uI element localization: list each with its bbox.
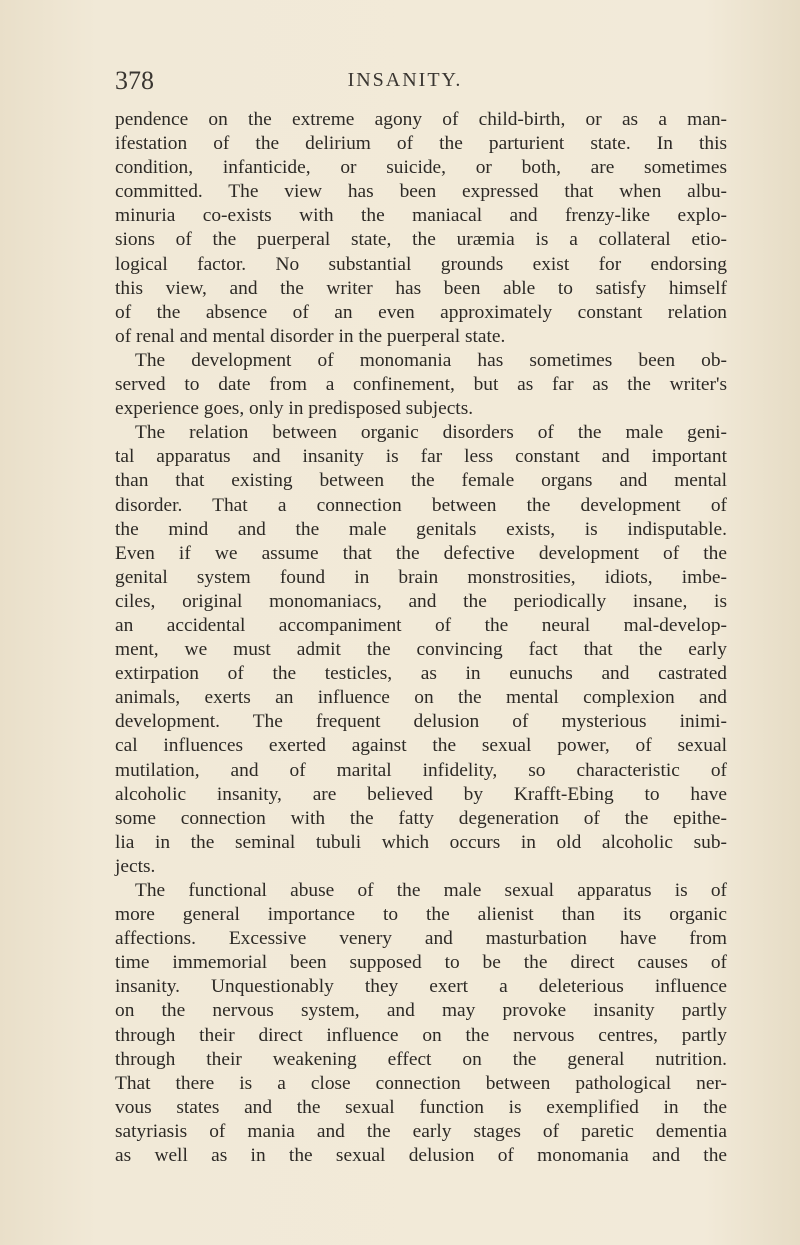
text-line: extirpation of the testicles, as in eunuchs and castrated [115, 663, 727, 685]
text-line: some connection with the fatty degeneration of the epithe- [115, 807, 727, 829]
text-line: of renal and mental disorder in the puerperal state. [115, 325, 506, 347]
text-line: more general importance to the alienist than its organic [115, 904, 727, 926]
text-line: the mind and the male genitals exists, is indisputable. [115, 518, 727, 540]
text-line: alcoholic insanity, are believed by Krafft-Ebing to have [115, 783, 727, 805]
text-line: pendence on the extreme agony of child-birth, or as a man- [115, 109, 727, 130]
text-line: condition, infanticide, or suicide, or both, are sometimes [115, 157, 727, 179]
text-line: committed. The view has been expressed that when albu- [115, 181, 727, 203]
text-line: on the nervous system, and may provoke insanity partly [115, 1000, 727, 1022]
text-line: The relation between organic disorders of the male geni- [135, 422, 727, 444]
body-text [115, 108, 727, 1168]
text-line: logical factor. No substantial grounds exist for endorsing [115, 253, 727, 275]
text-line: as well as in the sexual delusion of monomania and the [115, 1145, 727, 1167]
text-line: ciles, original monomaniacs, and the periodically insane, is [115, 590, 727, 612]
text-line: The development of monomania has sometimes been ob- [135, 349, 727, 371]
text-line: genital system found in brain monstrosities, idiots, imbe- [115, 566, 727, 588]
text-line: animals, exerts an influence on the mental complexion and [115, 687, 727, 709]
text-line: through their weakening effect on the general nutrition. [115, 1048, 727, 1070]
text-line: tal apparatus and insanity is far less constant and important [115, 446, 727, 468]
text-line: ment, we must admit the convincing fact that the early [115, 639, 727, 661]
text-line: insanity. Unquestionably they exert a deleterious influence [115, 976, 727, 998]
text-line: sions of the puerperal state, the uræmia is a collateral etio- [115, 229, 727, 251]
running-head [115, 66, 695, 100]
text-line: cal influences exerted against the sexual power, of sexual [115, 735, 727, 757]
text-line: this view, and the writer has been able to satisfy himself [115, 277, 727, 299]
page-number: 378 [115, 66, 154, 95]
text-line: time immemorial been supposed to be the direct causes of [115, 952, 727, 974]
text-line: That there is a close connection between pathological ner- [115, 1072, 727, 1094]
text-line: development. The frequent delusion of mysterious inimi- [115, 711, 727, 733]
text-line: through their direct influence on the nervous centres, partly [115, 1024, 727, 1046]
text-line: disorder. That a connection between the development of [115, 494, 727, 516]
text-line: jects. [115, 855, 156, 877]
text-line: an accidental accompaniment of the neural mal-develop- [115, 614, 727, 636]
text-line: ifestation of the delirium of the parturient state. In this [115, 133, 727, 155]
text-line: vous states and the sexual function is exemplified in the [115, 1096, 727, 1118]
text-line: minuria co-exists with the maniacal and frenzy-like explo- [115, 205, 727, 227]
text-line: lia in the seminal tubuli which occurs in old alcoholic sub- [115, 831, 727, 853]
text-line: mutilation, and of marital infidelity, so characteristic of [115, 759, 727, 781]
text-line: Even if we assume that the defective development of the [115, 542, 727, 564]
text-line: The functional abuse of the male sexual apparatus is of [135, 880, 727, 901]
text-line: experience goes, only in predisposed subjects. [115, 398, 474, 420]
text-line: satyriasis of mania and the early stages of paretic dementia [115, 1120, 727, 1142]
text-line: served to date from a confinement, but as far as the writer's [115, 374, 727, 396]
running-title: INSANITY. [347, 69, 463, 91]
text-line: of the absence of an even approximately constant relation [115, 301, 727, 323]
text-line: than that existing between the female organs and mental [115, 470, 727, 492]
text-line: affections. Excessive venery and masturbation have from [115, 928, 727, 950]
